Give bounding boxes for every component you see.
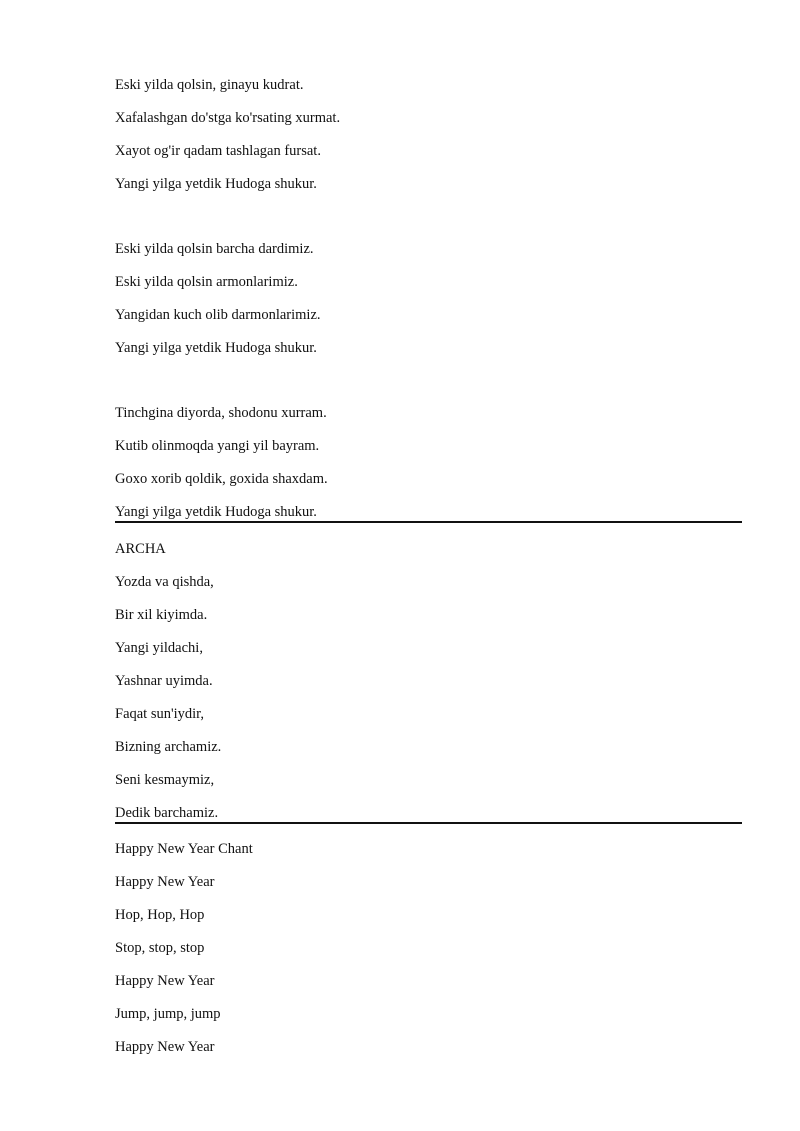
section-divider <box>115 521 742 523</box>
poem-line: Goxo xorib qoldik, goxida shaxdam. <box>115 471 328 487</box>
chant-line: Happy New Year <box>115 874 215 890</box>
chant-line: Jump, jump, jump <box>115 1006 221 1022</box>
poem-line: Kutib olinmoqda yangi yil bayram. <box>115 438 320 454</box>
section-divider <box>115 822 742 824</box>
poem-line: Tinchgina diyorda, shodonu xurram. <box>115 405 327 421</box>
poem-line: Xafalashgan do'stga ko'rsating xurmat. <box>115 110 341 126</box>
chant-line: Happy New Year <box>115 973 215 989</box>
poem-line: Yangi yildachi, <box>115 640 203 656</box>
poem-line: Yangidan kuch olib darmonlarimiz. <box>115 307 321 323</box>
poem-line: Eski yilda qolsin armonlarimiz. <box>115 274 298 290</box>
poem-line: Faqat sun'iydir, <box>115 706 205 722</box>
poem-line: Yangi yilga yetdik Hudoga shukur. <box>115 340 317 356</box>
poem-line: Yashnar uyimda. <box>115 673 213 689</box>
poem-line: Bizning archamiz. <box>115 739 222 755</box>
poem-line: Seni kesmaymiz, <box>115 772 215 788</box>
section-title: ARCHA <box>115 541 166 557</box>
poem-line: Bir xil kiyimda. <box>115 607 208 623</box>
chant-line: Happy New Year <box>115 1039 215 1055</box>
poem-line: Eski yilda qolsin, ginayu kudrat. <box>115 77 304 93</box>
section-title: Happy New Year Chant <box>115 841 253 857</box>
poem-line: Dedik barchamiz. <box>115 805 219 821</box>
poem-line: Yangi yilga yetdik Hudoga shukur. <box>115 504 317 520</box>
poem-line: Eski yilda qolsin barcha dardimiz. <box>115 241 314 257</box>
poem-line: Xayot og'ir qadam tashlagan fursat. <box>115 143 321 159</box>
poem-line: Yangi yilga yetdik Hudoga shukur. <box>115 176 317 192</box>
chant-line: Stop, stop, stop <box>115 940 205 956</box>
poem-line: Yozda va qishda, <box>115 574 214 590</box>
chant-line: Hop, Hop, Hop <box>115 907 205 923</box>
